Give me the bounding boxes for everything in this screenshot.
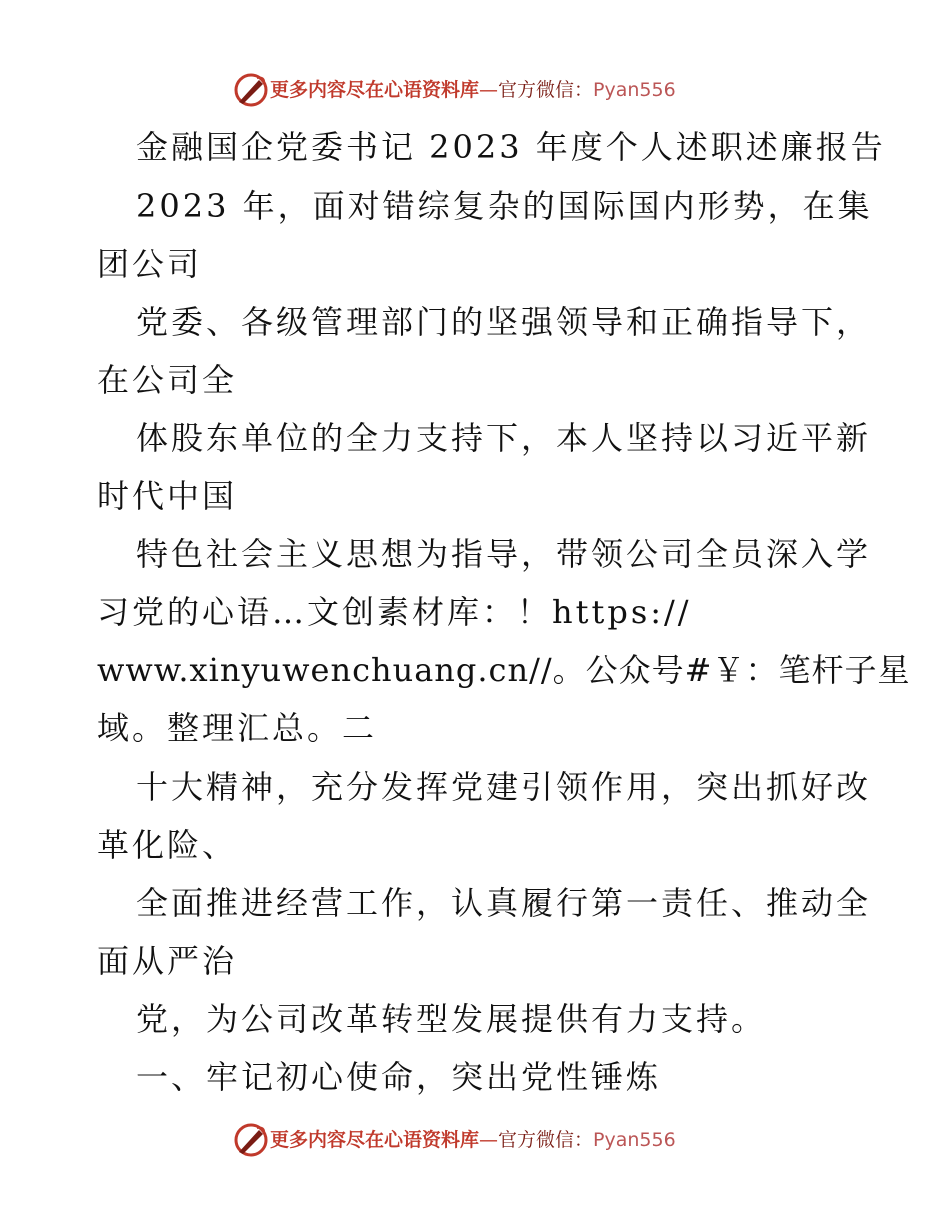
header-watermark-banner (0, 70, 950, 110)
banner-wechat-id: Pyan556 (593, 79, 676, 101)
paragraph-line: 特色社会主义思想为指导，带领公司全员深入学 (136, 535, 872, 573)
document-title: 金融国企党委书记 2023 年度个人述职述廉报告 (136, 128, 886, 166)
banner-wechat-label: 官方微信： (498, 1129, 594, 1151)
paragraph-line: 在公司全 (97, 361, 238, 399)
banner-text (270, 1126, 676, 1154)
banner-dash: — (479, 79, 499, 101)
paragraph-line: 体股东单位的全力支持下，本人坚持以习近平新 (136, 419, 872, 457)
paragraph-line: 域。整理汇总。二 (97, 709, 378, 747)
banner-lead-text: 更多内容尽在心语资料库 (270, 79, 480, 101)
banner-lead-text: 更多内容尽在心语资料库 (270, 1129, 480, 1151)
quill-circle-logo-icon (233, 72, 269, 108)
paragraph-line: 时代中国 (97, 477, 238, 515)
paragraph-line: 全面推进经营工作，认真履行第一责任、推动全 (136, 884, 872, 922)
quill-circle-logo-icon (233, 1122, 269, 1158)
footer-watermark-banner (0, 1120, 950, 1160)
banner-text (270, 76, 676, 104)
banner-wechat-id: Pyan556 (593, 1129, 676, 1151)
paragraph-line: 习党的心语…文创素材库：！https:// (97, 593, 692, 631)
section-heading: 一、牢记初心使命，突出党性锤炼 (136, 1058, 662, 1096)
banner-wechat-label: 官方微信： (498, 79, 594, 101)
paragraph-line: 党，为公司改革转型发展提供有力支持。 (136, 1000, 767, 1038)
paragraph-line: 2023 年，面对错综复杂的国际国内形势，在集 (136, 187, 873, 225)
paragraph-line: 团公司 (97, 245, 203, 283)
banner-dash: — (479, 1129, 499, 1151)
paragraph-line: 革化险、 (97, 826, 238, 864)
paragraph-line: 十大精神，充分发挥党建引领作用，突出抓好改 (136, 768, 872, 806)
paragraph-line-url: www.xinyuwenchuang.cn//。公众号#￥：笔杆子星 (97, 651, 911, 689)
paragraph-line: 面从严治 (97, 942, 238, 980)
paragraph-line: 党委、各级管理部门的坚强领导和正确指导下， (136, 303, 872, 341)
